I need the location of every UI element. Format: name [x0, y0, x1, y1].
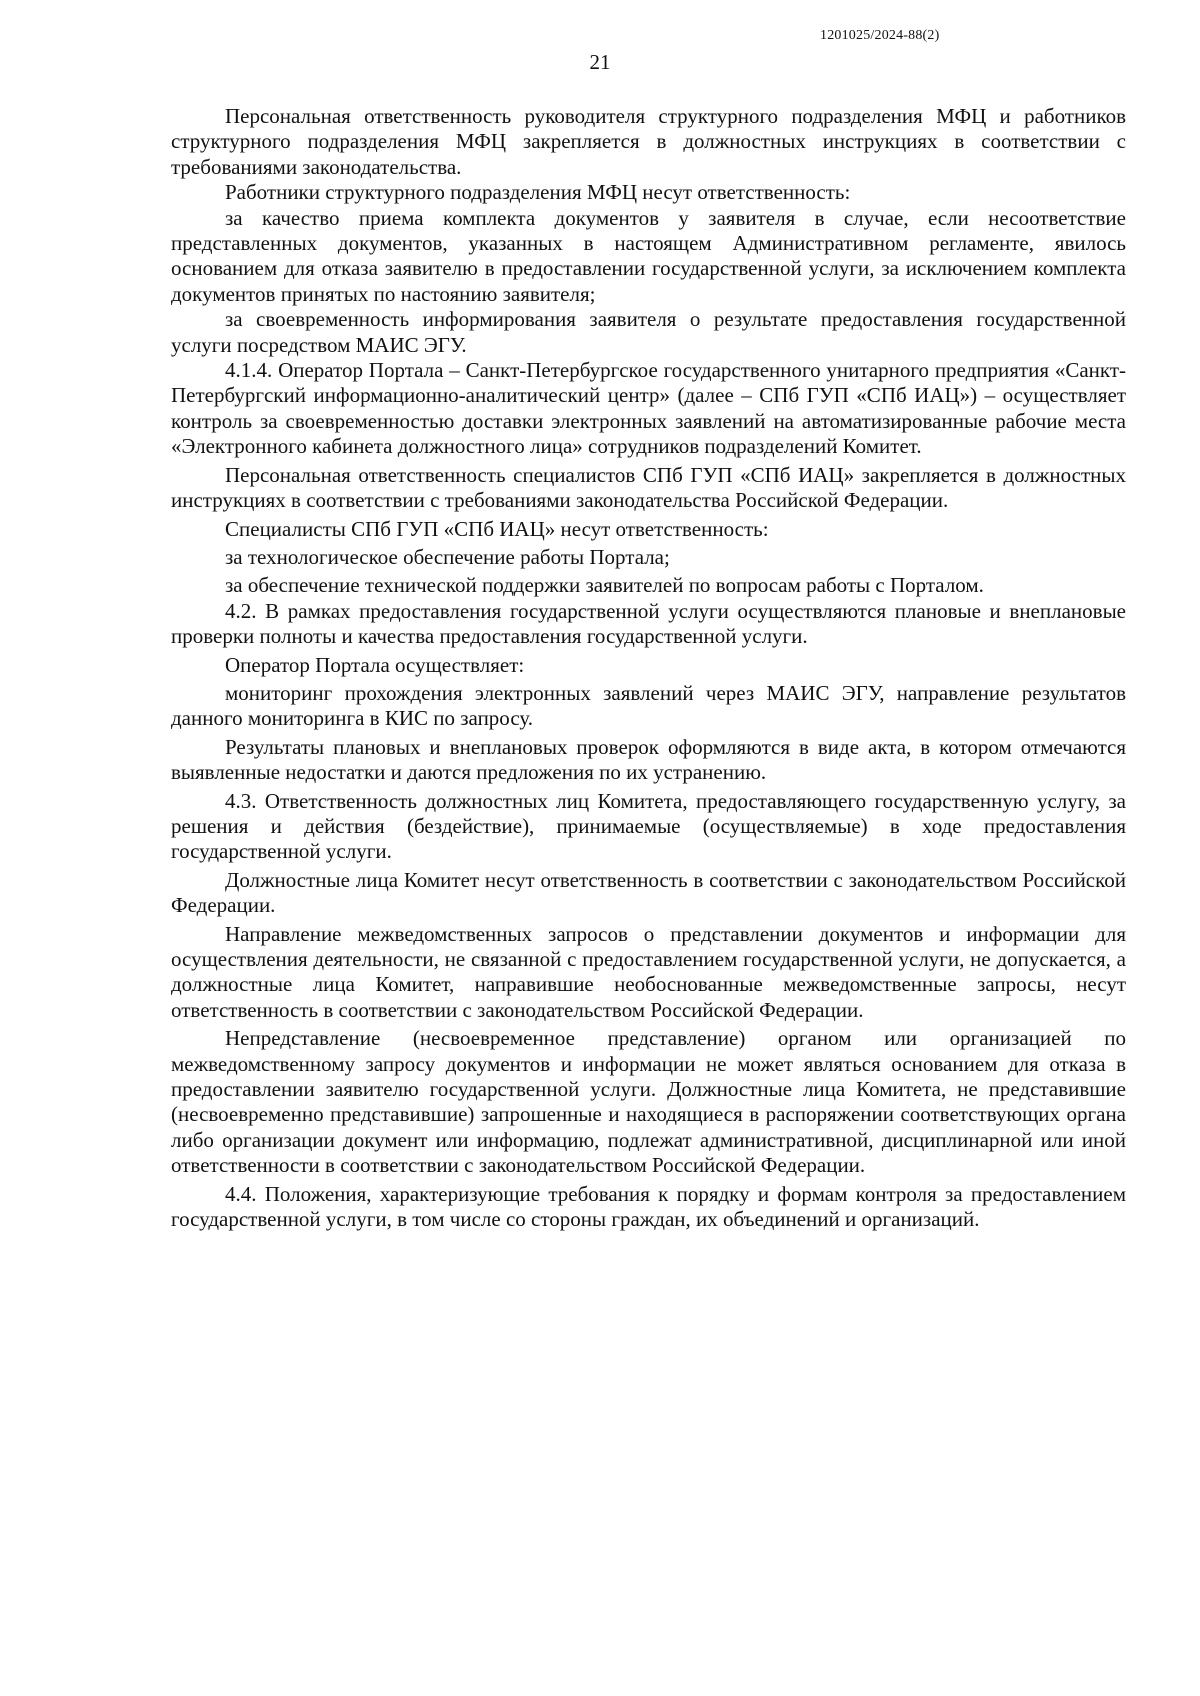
paragraph-4-1-4-portal-operator: 4.1.4. Оператор Портала – Санкт-Петербургское государственного унитарного предприятия «Санкт-Петербургский информационно-аналитический центр» (далее – СПб ГУП «СПб ИАЦ») – осуществляет контроль за своевременностью доставки электронных заявлений на автоматизированные рабочие места «Электронного кабинета должностного лица» сотрудников подразделений Комитет.: [171, 358, 1126, 459]
paragraph-portal-technical-support: за технологическое обеспечение работы Портала;: [225, 544, 670, 569]
document-number: 1201025/2024-88(2): [820, 28, 940, 43]
paragraph-officials-liable: Должностные лица Комитет несут ответственность в соответствии с законодательством Российской Федерации.: [171, 867, 1126, 918]
paragraph-4-4-control-provisions: 4.4. Положения, характеризующие требования к порядку и формам контроля за предоставлением государственной услуги, в том числе со стороны граждан, их объединений и организаций.: [171, 1181, 1126, 1232]
paragraph-iac-specialists-liable: Специалисты СПб ГУП «СПб ИАЦ» несут ответственность:: [225, 516, 769, 541]
paragraph-inspection-results: Результаты плановых и внеплановых проверок оформляются в виде акта, в котором отмечаются выявленные недостатки и даются предложения по их устранению.: [171, 734, 1126, 785]
document-body: [171, 104, 1126, 1232]
page-number: 21: [589, 50, 611, 74]
paragraph-4-3-officials-responsibility: 4.3. Ответственность должностных лиц Комитета, предоставляющего государственную услугу, за решения и действия (бездействие), принимаемые (осуществляемые) в ходе предоставления государственной услуги.: [171, 788, 1126, 864]
paragraph-document-reception-quality: за качество приема комплекта документов у заявителя в случае, если несоответствие представленных документов, указанных в настоящем Административном регламенте, явилось основанием для отказа заявителю в предоставлении государственной услуги, за исключением комплекта документов принятых по настоянию заявителя;: [171, 205, 1126, 306]
paragraph-non-provision: Непредставление (несвоевременное представление) органом или организацией по межведомственному запросу документов и информации не может являться основанием для отказа в предоставлении заявителю государственной услуги. Должностные лица Комитета, не представившие (несвоевременно представившие) запрошенные и находящиеся в распоряжении соответствующих органа либо организации документ или информацию, подлежат административной, дисциплинарной или иной ответственности в соответствии с законодательством Российской Федерации.: [171, 1026, 1126, 1178]
paragraph-timely-informing: за своевременность информирования заявителя о результате предоставления государственной услуги посредством МАИС ЭГУ.: [171, 307, 1126, 357]
paragraph-4-2-inspections: 4.2. В рамках предоставления государственной услуги осуществляются плановые и внеплановые проверки полноты и качества предоставления государственной услуги.: [171, 598, 1126, 649]
paragraph-portal-operator-performs: Оператор Портала осуществляет:: [225, 652, 525, 677]
paragraph-applicant-support: за обеспечение технической поддержки заявителей по вопросам работы с Порталом.: [225, 573, 984, 598]
paragraph-mfc-responsibility: Персональная ответственность руководителя структурного подразделения МФЦ и работников структурного подразделения МФЦ закрепляется в должностных инструкциях в соответствии с требованиями законодательства.: [171, 104, 1126, 179]
paragraph-monitoring: мониторинг прохождения электронных заявлений через МАИС ЭГУ, направление результатов данного мониторинга в КИС по запросу.: [171, 680, 1126, 731]
paragraph-iac-personal-responsibility: Персональная ответственность специалистов СПб ГУП «СПб ИАЦ» закрепляется в должностных инструкциях в соответствии с требованиями законодательства Российской Федерации.: [171, 462, 1126, 513]
paragraph-mfc-workers-liable: Работники структурного подразделения МФЦ несут ответственность:: [225, 180, 851, 205]
paragraph-interagency-requests: Направление межведомственных запросов о представлении документов и информации для осуществления деятельности, не связанной с предоставлением государственной услуги, не допускается, а должностные лица Комитет, направившие необоснованные межведомственные запросы, несут ответственность в соответствии с законодательством Российской Федерации.: [171, 921, 1126, 1022]
